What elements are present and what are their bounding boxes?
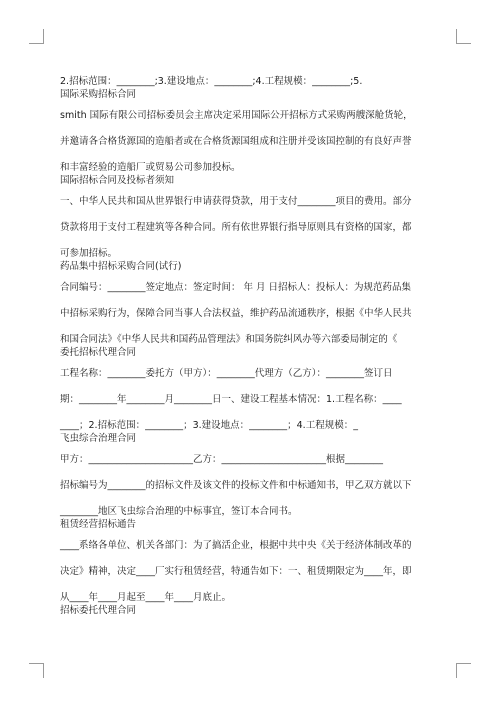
section-title: 招标委托代理合同 — [60, 605, 137, 616]
section-title: 药品集中招标采购合同(试行) — [60, 261, 182, 272]
crop-mark-bottom-right — [456, 663, 471, 678]
body-line: 2.招标范围：________;3.建设地点：________;4.工程规模：________;5. — [60, 76, 363, 87]
body-line: 并邀请各合格货源国的造船者或在合格货源国组成和注册并受该国控制的有良好声誉 — [60, 136, 412, 147]
body-line: 中招标采购行为，保障合同当事人合法权益，维护药品流通秩序，根据《中华人民共 — [60, 308, 412, 319]
body-line: 合同编号：________签定地点：签定时间： 年 月 日招标人：投标人：为规范药品集 — [60, 282, 412, 293]
section-title: 租赁经营招标通告 — [60, 519, 137, 530]
body-line: 甲方：______________________乙方：______________________根据________ — [60, 454, 384, 465]
section-title: 飞虫综合治理合同 — [60, 433, 137, 444]
body-line: smith 国际有限公司招标委员会主席决定采用国际公开招标方式采购两艘深舱货轮， — [60, 110, 413, 121]
body-line: 工程名称：________委托方（甲方）：________代理方（乙方）：________签订日 — [60, 368, 393, 379]
body-line: ________地区飞虫综合治理的中标事宜，签订本合同书。 — [60, 506, 298, 517]
section-title: 委托招标代理合同 — [60, 347, 137, 358]
crop-mark-top-right — [456, 29, 471, 44]
body-line: 期：________年________月________日一、建设工程基本情况：1.工程名称：____ — [60, 394, 402, 405]
crop-mark-top-left — [29, 29, 44, 44]
body-line: 从____年____月起至____年____月底止。 — [60, 592, 232, 603]
crop-mark-bottom-left — [29, 663, 44, 678]
section-title: 国际招标合同及投标者须知 — [60, 175, 175, 186]
body-line: ____；2.招标范围：________；3.建设地点：________；4.工程规模：_ — [60, 420, 358, 431]
document-body — [60, 66, 444, 617]
body-line: 决定》精神，决定____厂实行租赁经营，特通告如下：一、租赁期限定为____年，即 — [60, 566, 412, 577]
body-line: ____系络各单位、机关各部门：为了搞活企业，根据中共中央《关于经济体制改革的 — [60, 540, 412, 551]
section-title: 国际采购招标合同 — [60, 89, 137, 100]
body-line: 和国合同法》《中华人民共和国药品管理法》和国务院纠风办等六部委局制定的《 — [60, 334, 398, 345]
body-line: 一、中华人民共和国从世界银行申请获得贷款，用于支付________项目的费用。部分 — [60, 196, 412, 207]
body-line: 和丰富经验的造船厂或贸易公司参加投标。 — [60, 162, 241, 173]
body-line: 贷款将用于支付工程建筑等各种合同。所有依世界银行指导原则具有资格的国家，都 — [60, 222, 412, 233]
body-line: 招标编号为________的招标文件及该文件的投标文件和中标通知书，甲乙双方就以下 — [60, 480, 412, 491]
body-line: 可参加招标。 — [60, 248, 118, 259]
